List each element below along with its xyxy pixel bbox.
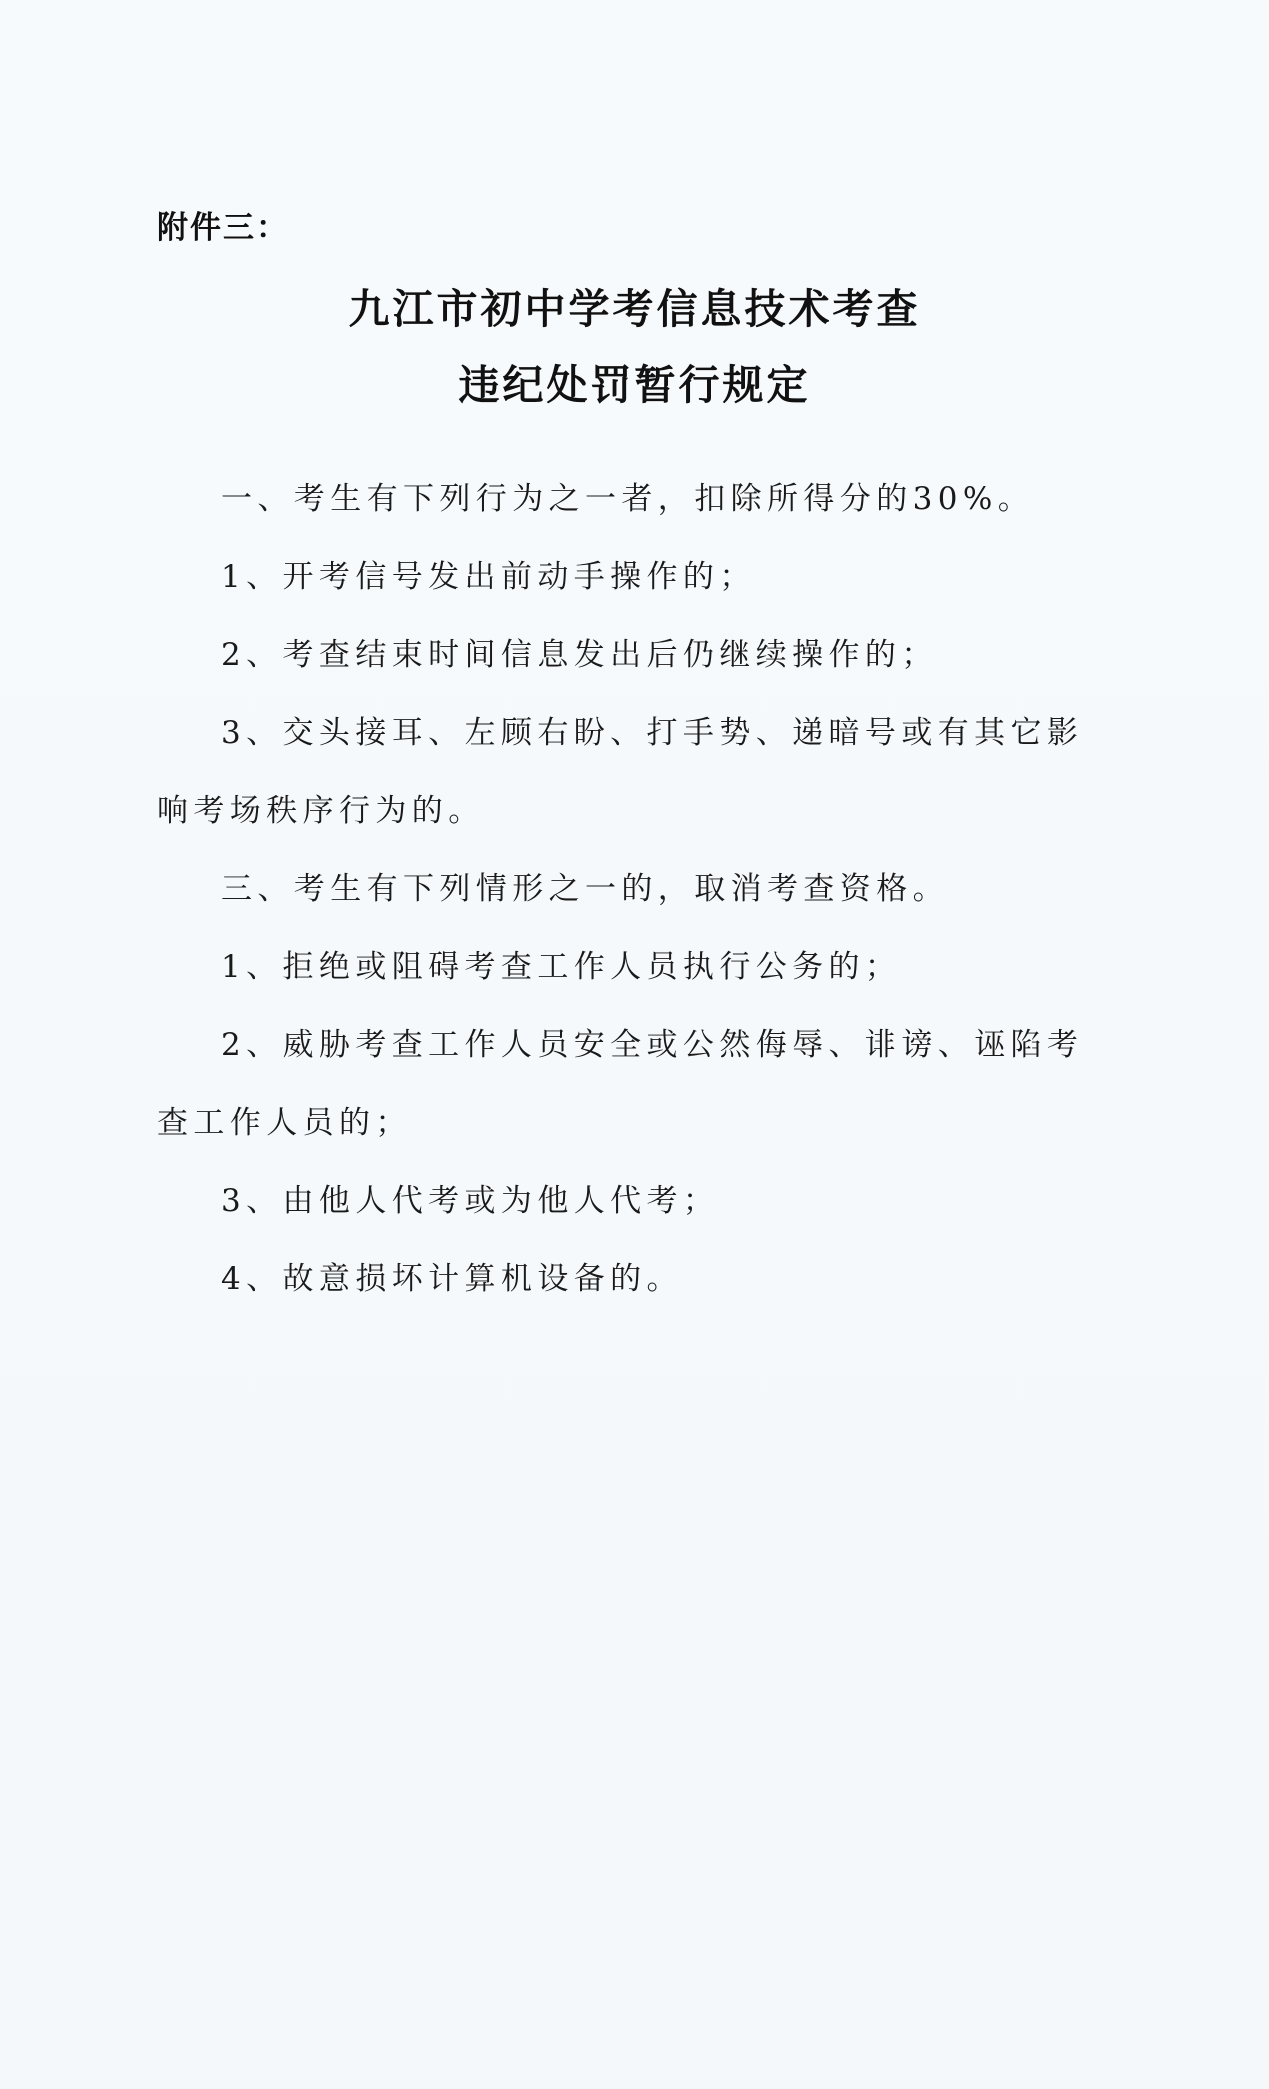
attachment-label: 附件三： (157, 210, 289, 246)
rule-section-2-item-2: 2、威胁考查工作人员安全或公然侮辱、诽谤、诬陷考查工作人员的； (157, 1027, 1084, 1141)
rule-section-1-item-3: 3、交头接耳、左顾右盼、打手势、递暗号或有其它影响考场秩序行为的。 (157, 715, 1084, 829)
rule-section-1-heading: 一、考生有下列行为之一者，扣除所得分的30%。 (221, 481, 1035, 517)
document-title-line-1: 九江市初中学考信息技术考查 (348, 285, 921, 333)
document-title-line-2: 违纪处罚暂行规定 (458, 361, 811, 409)
rule-section-1-item-2: 2、考查结束时间信息发出后仍继续操作的； (221, 637, 938, 673)
rule-section-2-item-1: 1、拒绝或阻碍考查工作人员执行公务的； (221, 949, 902, 985)
rule-section-1-item-1: 1、开考信号发出前动手操作的； (221, 559, 756, 595)
rule-section-2-item-4: 4、故意损坏计算机设备的。 (221, 1261, 683, 1297)
rule-section-2-heading: 三、考生有下列情形之一的，取消考查资格。 (221, 871, 949, 907)
rule-section-2-item-3: 3、由他人代考或为他人代考； (221, 1183, 720, 1219)
